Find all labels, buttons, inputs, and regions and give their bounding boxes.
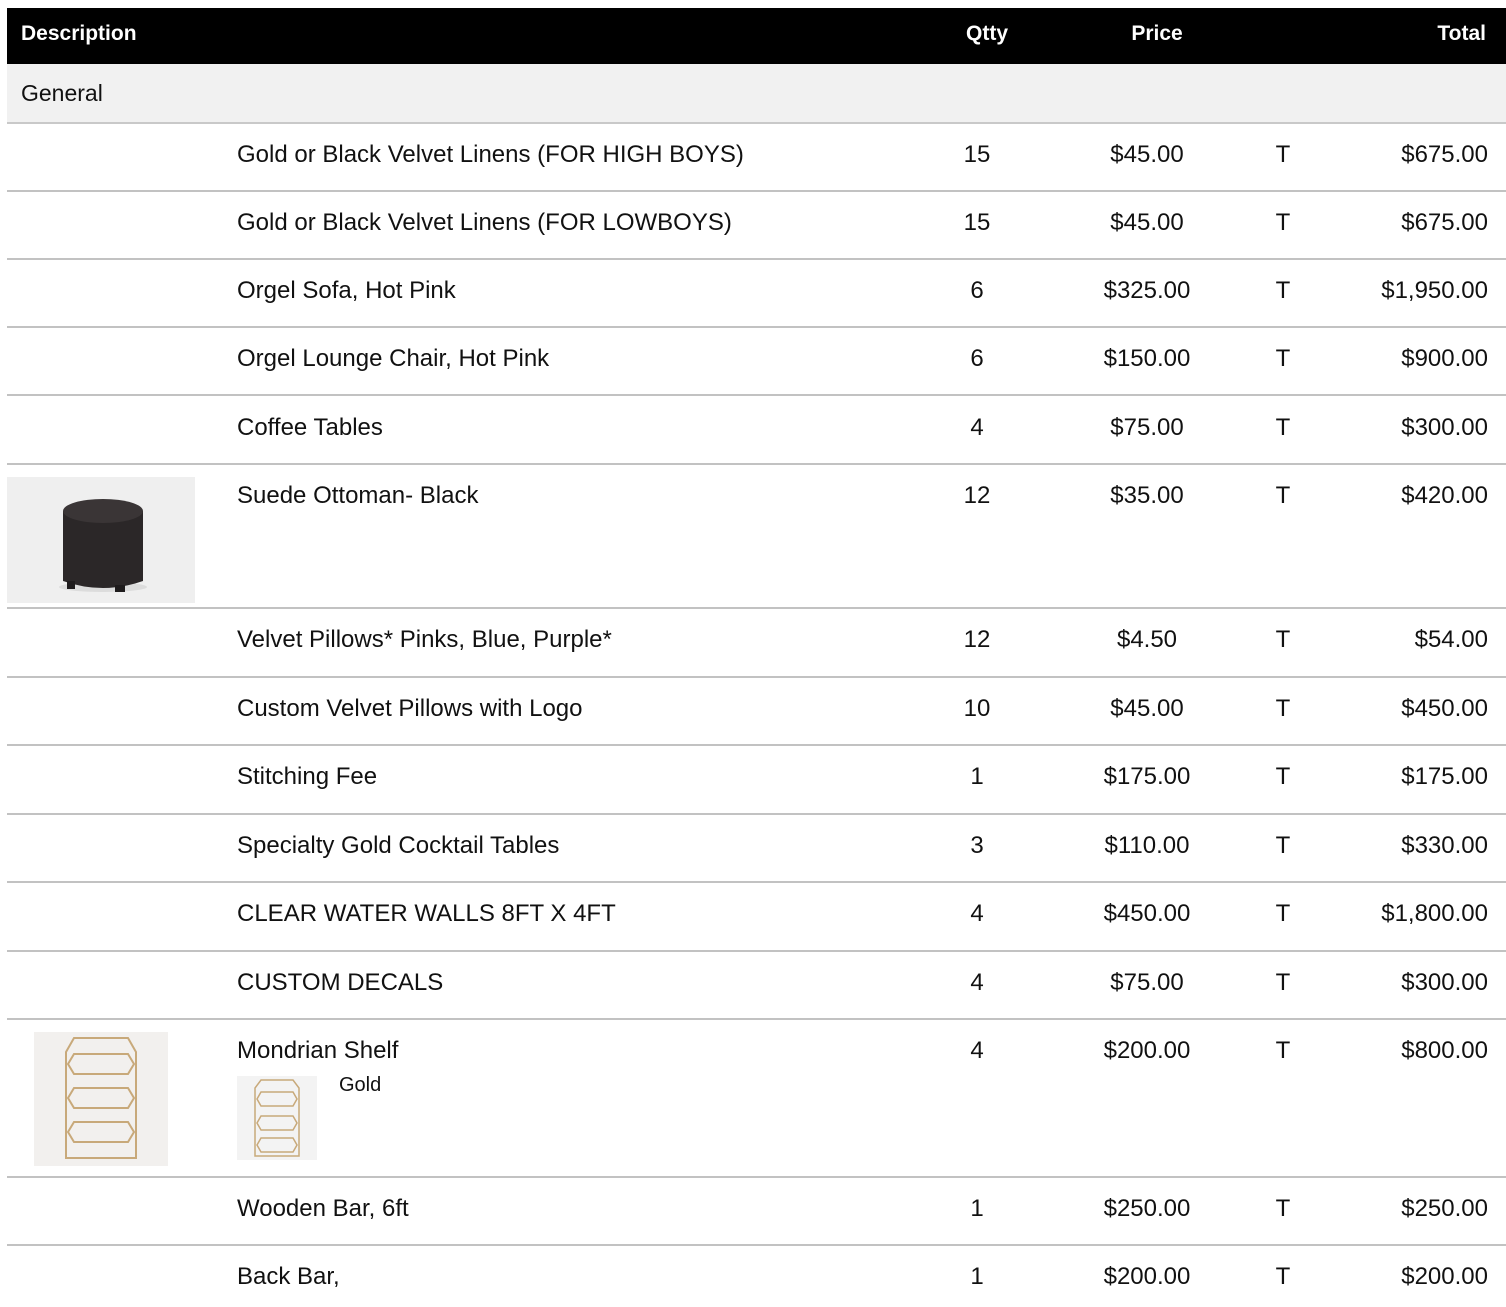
table-row [7, 260, 1506, 328]
item-qty: 4 [970, 969, 984, 996]
item-total: $200.00 [1401, 1263, 1488, 1290]
item-total: $1,800.00 [1381, 900, 1488, 927]
item-price: $45.00 [1110, 209, 1184, 236]
table-header [7, 8, 1506, 64]
section-title: General [21, 80, 103, 106]
item-qty: 10 [963, 695, 991, 722]
item-price: $250.00 [1103, 1195, 1191, 1222]
item-price: $75.00 [1110, 969, 1184, 996]
item-description: Custom Velvet Pillows with Logo [237, 695, 583, 722]
item-price: $150.00 [1103, 345, 1191, 372]
table-row [7, 1246, 1506, 1307]
item-description: Mondrian Shelf [237, 1037, 399, 1064]
item-total: $1,950.00 [1381, 277, 1488, 304]
table-row [7, 746, 1506, 815]
item-tax: T [1275, 209, 1291, 236]
item-description: Gold or Black Velvet Linens (FOR HIGH BOYS) [237, 141, 744, 168]
ottoman-image [7, 477, 195, 603]
item-description: CUSTOM DECALS [237, 969, 444, 996]
item-tax: T [1275, 1037, 1291, 1064]
item-qty: 12 [963, 482, 991, 509]
item-price: $110.00 [1104, 832, 1190, 859]
item-price: $4.50 [1116, 626, 1178, 653]
shelf-icon [34, 1032, 168, 1166]
item-qty: 1 [970, 1263, 984, 1290]
item-total: $675.00 [1401, 141, 1488, 168]
table-row [7, 192, 1506, 260]
item-qty: 6 [970, 345, 984, 372]
item-total: $54.00 [1414, 626, 1488, 653]
table-row [7, 328, 1506, 396]
item-description: Gold or Black Velvet Linens (FOR LOWBOYS) [237, 209, 732, 236]
item-tax: T [1275, 482, 1291, 509]
header-total: Total [1437, 22, 1486, 45]
item-tax: T [1275, 832, 1291, 859]
header-price: Price [1131, 22, 1183, 45]
item-qty: 4 [970, 1037, 984, 1064]
item-total: $900.00 [1401, 345, 1488, 372]
item-description: Orgel Sofa, Hot Pink [237, 277, 456, 304]
item-total: $300.00 [1401, 414, 1488, 441]
item-tax: T [1275, 414, 1291, 441]
item-price: $45.00 [1110, 695, 1184, 722]
item-total: $300.00 [1401, 969, 1488, 996]
item-total: $450.00 [1401, 695, 1488, 722]
ottoman-icon [7, 477, 195, 603]
table-row [7, 1020, 1506, 1178]
item-description: Velvet Pillows* Pinks, Blue, Purple* [237, 626, 612, 653]
item-total: $675.00 [1401, 209, 1488, 236]
table-row [7, 815, 1506, 883]
table-row [7, 124, 1506, 192]
item-tax: T [1275, 969, 1291, 996]
mondrian-shelf-image [34, 1032, 168, 1166]
item-total: $175.00 [1401, 763, 1488, 790]
item-tax: T [1275, 763, 1291, 790]
item-description: Back Bar, [237, 1263, 340, 1290]
table-row [7, 1178, 1506, 1246]
shelf-variant-icon [237, 1076, 317, 1160]
item-description: Wooden Bar, 6ft [237, 1195, 409, 1222]
table-row [7, 883, 1506, 952]
item-description: Specialty Gold Cocktail Tables [237, 832, 560, 859]
item-tax: T [1275, 277, 1291, 304]
variant-image [237, 1076, 317, 1160]
table-row [7, 952, 1506, 1020]
item-qty: 12 [963, 626, 991, 653]
item-description: CLEAR WATER WALLS 8FT X 4FT [237, 900, 616, 927]
item-total: $330.00 [1401, 832, 1488, 859]
table-row [7, 397, 1506, 465]
table-row [7, 465, 1506, 609]
item-price: $200.00 [1103, 1263, 1191, 1290]
item-total: $250.00 [1401, 1195, 1488, 1222]
item-qty: 1 [970, 1195, 984, 1222]
header-qty: Qtty [966, 22, 1008, 45]
item-qty: 3 [970, 832, 984, 859]
item-tax: T [1275, 1195, 1291, 1222]
item-description: Suede Ottoman- Black [237, 482, 479, 509]
item-qty: 15 [963, 141, 991, 168]
table-row [7, 609, 1506, 678]
item-tax: T [1275, 695, 1291, 722]
item-price: $175.00 [1103, 763, 1191, 790]
table-row [7, 678, 1506, 746]
item-description: Stitching Fee [237, 763, 378, 790]
item-tax: T [1275, 1263, 1291, 1290]
item-price: $325.00 [1103, 277, 1191, 304]
variant-label: Gold [339, 1074, 382, 1096]
item-qty: 4 [970, 900, 984, 927]
item-price: $200.00 [1103, 1037, 1191, 1064]
item-price: $45.00 [1110, 141, 1184, 168]
section-general [7, 64, 1506, 124]
item-description: Coffee Tables [237, 414, 383, 441]
item-tax: T [1275, 345, 1291, 372]
item-price: $450.00 [1103, 900, 1191, 927]
item-price: $35.00 [1110, 482, 1184, 509]
item-total: $800.00 [1401, 1037, 1488, 1064]
item-tax: T [1275, 626, 1291, 653]
item-qty: 4 [970, 414, 984, 441]
item-tax: T [1275, 141, 1291, 168]
header-description: Description [21, 22, 137, 45]
item-qty: 15 [963, 209, 991, 236]
item-price: $75.00 [1110, 414, 1184, 441]
item-qty: 1 [970, 763, 984, 790]
item-tax: T [1275, 900, 1291, 927]
item-qty: 6 [970, 277, 984, 304]
item-total: $420.00 [1401, 482, 1488, 509]
item-description: Orgel Lounge Chair, Hot Pink [237, 345, 550, 372]
